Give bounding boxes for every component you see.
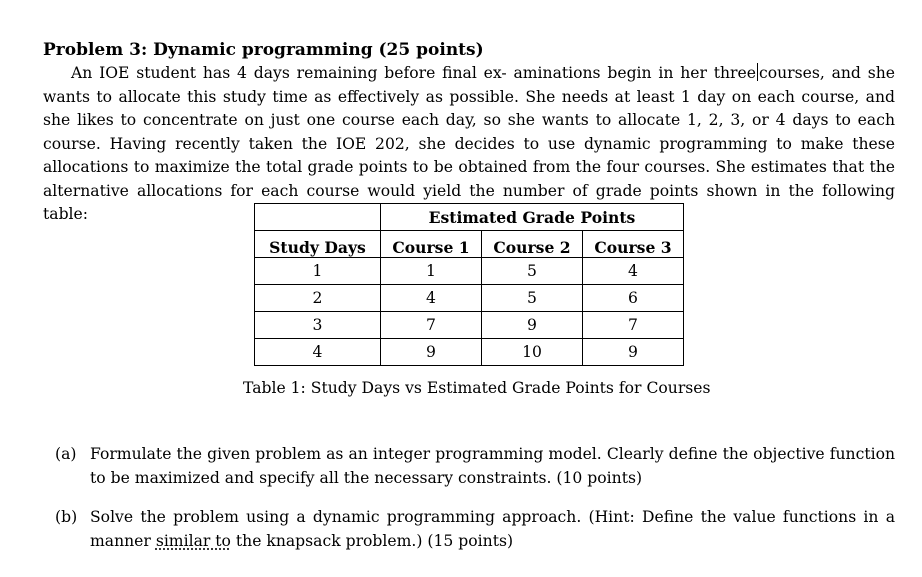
part-b-text-after: the knapsack problem.) (15 points) (230, 531, 514, 550)
part-a-label: (a) (55, 445, 77, 463)
table-row (255, 339, 684, 366)
part-a-text: Formulate the given problem as an integer programming model. Clearly define the objective function to be maximized and specify all the necessary constraints. (10 points) (90, 445, 895, 487)
table-cell: 9 (583, 339, 684, 366)
grade-points-table (254, 203, 684, 366)
part-b (55, 506, 895, 553)
table-cell: 9 (381, 339, 482, 366)
table-cell: 10 (482, 339, 583, 366)
intro-text-part2: courses, and she wants to allocate this study time as effectively as possible. She needs at least 1 day on each course, and she likes to concentrate on just one course each day, so she wants to allocate 1, 2, 3, or 4 days to each course. Having recently taken the IOE 202, she decides to use dynamic programming to make these allocations to maximize the total grade points to be obtained from the four courses. She estimates that the alternative allocations for each course would yield the number of grade points shown in the following table: (43, 64, 895, 223)
table-header-course-1: Course 1 (381, 231, 482, 258)
table-group-header: Estimated Grade Points (381, 204, 684, 231)
problem-parts (55, 443, 895, 569)
table-cell: 9 (482, 312, 583, 339)
table-cell: 7 (381, 312, 482, 339)
problem-document (43, 38, 895, 550)
grade-points-table-container (254, 203, 684, 366)
table-header-study-days: Study Days (255, 231, 381, 258)
table-cell: 4 (381, 285, 482, 312)
table-caption: Table 1: Study Days vs Estimated Grade Points for Courses (243, 379, 711, 397)
table-cell: 1 (381, 258, 482, 285)
table-cell: 5 (482, 258, 583, 285)
table-cell: 4 (583, 258, 684, 285)
problem-intro (43, 62, 895, 227)
table-group-header-row (255, 204, 684, 231)
table-row (255, 258, 684, 285)
table-header-course-2: Course 2 (482, 231, 583, 258)
part-b-label: (b) (55, 508, 78, 526)
table-cell: 5 (482, 285, 583, 312)
table-cell: 2 (255, 285, 381, 312)
problem-title: Problem 3: Dynamic programming (25 points) (43, 40, 484, 60)
table-cell: 6 (583, 285, 684, 312)
part-a (55, 443, 895, 490)
table-cell: 1 (255, 258, 381, 285)
part-b-spellcheck-underline: similar to (155, 531, 231, 550)
table-column-header-row (255, 231, 684, 258)
part-b-text (90, 506, 895, 553)
text-cursor (757, 63, 758, 81)
table-cell: 4 (255, 339, 381, 366)
table-cell: 3 (255, 312, 381, 339)
table-cell: 7 (583, 312, 684, 339)
intro-text-part1: An IOE student has 4 days remaining before final ex- aminations begin in her three (71, 64, 756, 82)
table-empty-corner (255, 204, 381, 231)
table-row (255, 285, 684, 312)
table-header-course-3: Course 3 (583, 231, 684, 258)
part-b-text-before: Solve the problem using a dynamic programming approach. (Hint: Define the value functions in a manner (90, 508, 895, 550)
table-row (255, 312, 684, 339)
